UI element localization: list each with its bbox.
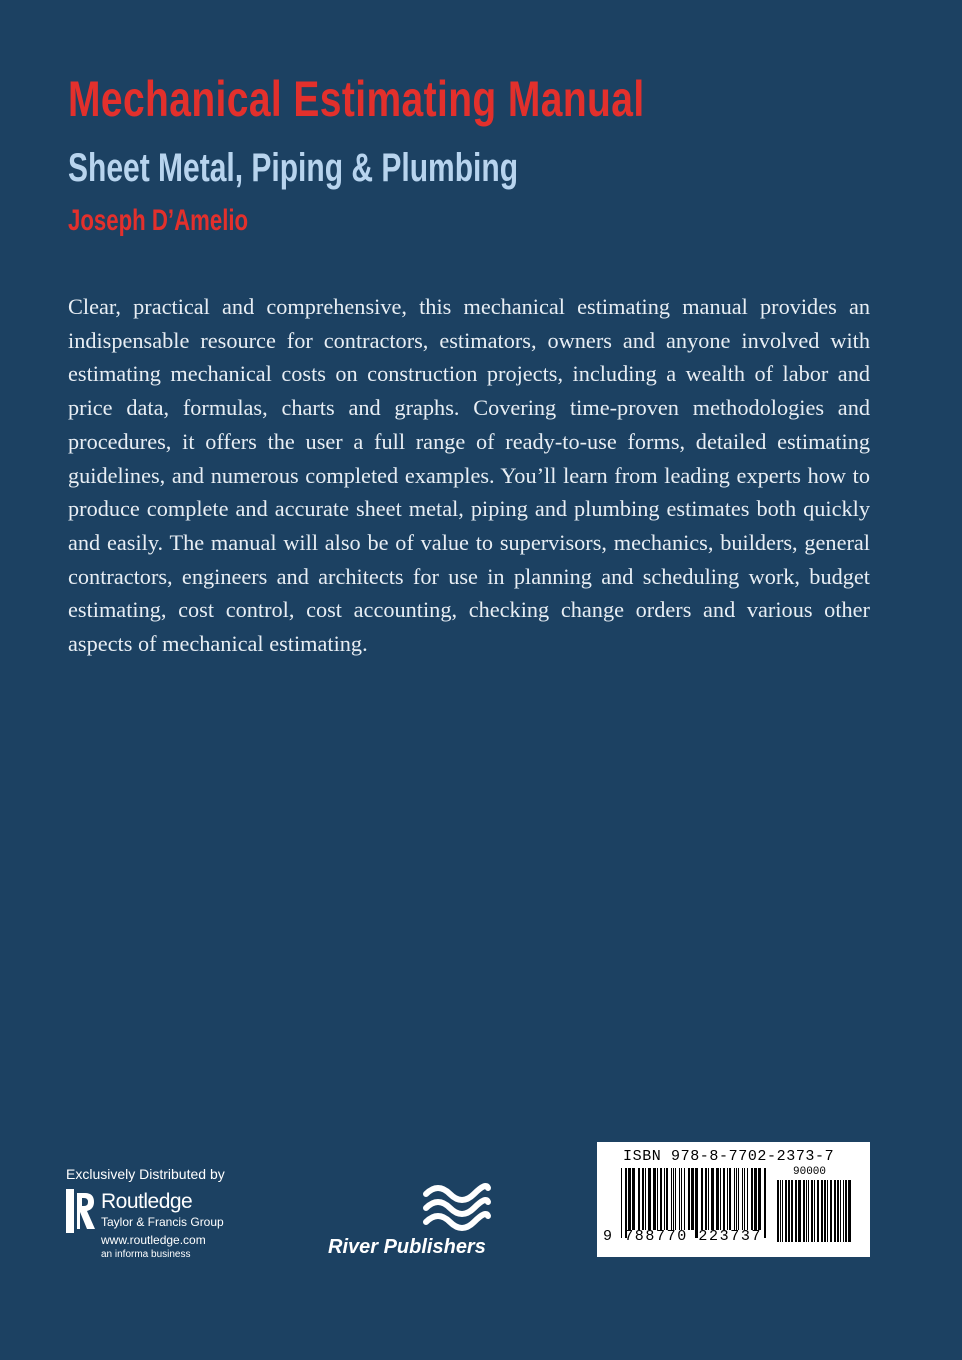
- book-description: Clear, practical and comprehensive, this mechanical estimating manual provides an indispensable resource for contractors, estimators, owners and anyone involved with estimating mechanical costs on construction projects, including a wealth of labor and price data, formulas, charts and graphs. Covering time-proven methodologies and procedures, it offers the user a full range of ready-to-use forms, detailed estimating guidelines, and numerous completed examples. You’ll learn from leading experts how to produce complete and accurate sheet metal, piping and plumbing estimates both quickly and easily. The manual will also be of value to supervisors, mechanics, builders, general contractors, engineers and architects for use in planning and scheduling work, budget estimating, cost control, cost accounting, checking change orders and various other aspects of mechanical estimating.: [68, 294, 870, 657]
- routledge-group: Taylor & Francis Group: [101, 1215, 224, 1229]
- river-waves-icon: [420, 1178, 492, 1234]
- isbn-number: ISBN 978-8-7702-2373-7: [623, 1148, 835, 1165]
- ean-digits: 9 788770 223737: [603, 1228, 763, 1245]
- routledge-url: www.routledge.com: [101, 1233, 206, 1247]
- publisher-name: River Publishers: [328, 1236, 486, 1258]
- isbn-barcode: [597, 1142, 870, 1257]
- routledge-name: Routledge: [101, 1190, 193, 1213]
- book-title: Mechanical Estimating Manual: [68, 71, 645, 127]
- distributor-label: Exclusively Distributed by: [66, 1166, 225, 1182]
- book-subtitle: Sheet Metal, Piping & Plumbing: [68, 146, 519, 190]
- routledge-r-icon: [66, 1189, 96, 1233]
- barcode-addon-number: 90000: [793, 1166, 827, 1178]
- book-author: Joseph D’Amelio: [68, 204, 249, 237]
- routledge-tagline: an informa business: [101, 1249, 191, 1260]
